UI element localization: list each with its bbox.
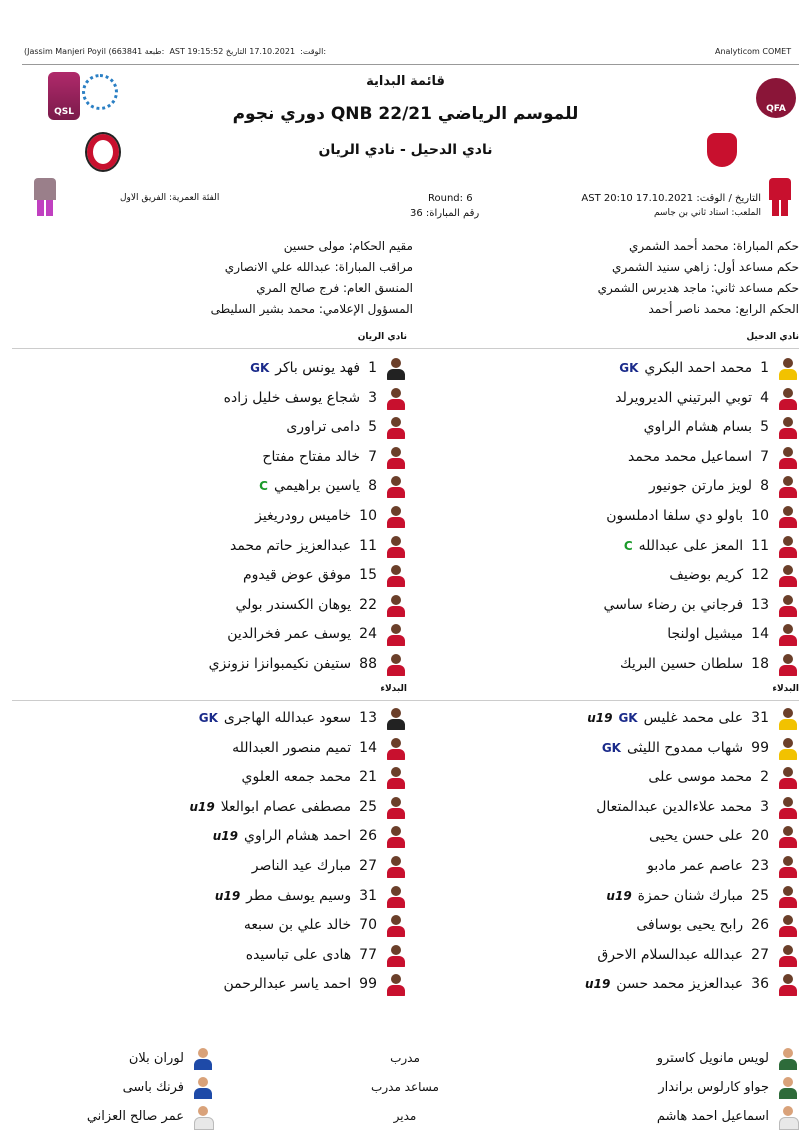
home-starter-row [603, 591, 799, 619]
captain-tag: C [259, 479, 268, 494]
subs-divider [12, 700, 799, 701]
away-starter-row [243, 561, 407, 589]
staff-photo [192, 1104, 214, 1128]
officials-left [211, 236, 413, 320]
away-sub-row [244, 911, 407, 939]
player-photo [385, 736, 407, 760]
home-staff-row [657, 1102, 799, 1130]
player-number: 7 [368, 448, 377, 465]
player-photo [777, 652, 799, 676]
player-photo [385, 474, 407, 498]
away-starter-row [209, 650, 407, 678]
referee: حكم المباراة: محمد أحمد الشمري [629, 239, 799, 253]
player-name: يوهان الكسندر بولي [235, 596, 352, 613]
player-number: 15 [359, 567, 377, 584]
goalkeeper-tag: GK [250, 361, 270, 375]
time-label: الوقت: [300, 47, 324, 56]
home-sub-row [648, 763, 799, 791]
player-photo [777, 534, 799, 558]
player-name: خاميس رودريغيز [255, 508, 352, 524]
home-staff-row [658, 1073, 799, 1101]
player-photo [385, 415, 407, 439]
u19-tag: u19 [587, 711, 613, 725]
away-kit-icon [34, 178, 56, 218]
player-photo [777, 563, 799, 587]
away-sub-row [199, 704, 407, 732]
home-sub-row [649, 822, 799, 850]
player-name: محمد جمعه العلوي [241, 769, 352, 786]
player-name: تميم منصور العبدالله [232, 739, 352, 756]
player-number: 20 [751, 828, 769, 845]
player-photo [777, 824, 799, 848]
player-photo [777, 913, 799, 937]
player-name: كريم بوضيف [669, 567, 744, 584]
date-label: التاريخ: [225, 47, 327, 56]
away-staff-row [24, 1102, 214, 1130]
staff-name: لويس مانويل كاسترو [656, 1050, 769, 1066]
player-number: 99 [751, 739, 769, 756]
player-name: رابح يحيى بوسافى [636, 917, 744, 934]
player-name: يوسف عمر فخرالدين [227, 626, 352, 643]
player-number: 1 [760, 360, 769, 376]
player-photo [385, 356, 407, 380]
player-number: 4 [760, 389, 769, 406]
staff-photo [192, 1075, 214, 1099]
away-sub-row [232, 734, 407, 762]
home-starter-row [649, 472, 799, 500]
player-photo [385, 593, 407, 617]
player-photo [777, 765, 799, 789]
player-number: 21 [359, 769, 377, 786]
player-name: بسام هشام الراوي [643, 419, 753, 436]
print-info [24, 47, 326, 56]
staff-photo [777, 1075, 799, 1099]
player-name: فهد يونس باكر [275, 360, 361, 376]
player-name: محمد علاءالدين عبدالمتعال [596, 798, 753, 815]
home-sub-row [606, 882, 799, 910]
player-name: توبي البرتيني الديرويرلد [615, 389, 753, 406]
player-photo [385, 854, 407, 878]
player-number: 36 [751, 976, 769, 993]
captain-tag: C [623, 538, 633, 553]
away-starter-row [235, 591, 407, 619]
away-staff-row [24, 1073, 214, 1101]
away-sub-row [215, 882, 407, 910]
player-photo [385, 652, 407, 676]
goalkeeper-tag: GK [601, 740, 621, 755]
player-number: 10 [359, 508, 377, 524]
player-photo [777, 415, 799, 439]
away-staff-row [24, 1044, 214, 1072]
player-photo [385, 765, 407, 789]
player-number: 31 [359, 887, 377, 904]
player-number: 3 [760, 798, 769, 815]
player-name: المعز على عبدالله [638, 537, 744, 554]
goalkeeper-tag: GK [618, 711, 638, 725]
player-number: 25 [359, 798, 377, 815]
player-photo [385, 943, 407, 967]
match-title: نادي الدحيل - نادي الريان [318, 142, 493, 158]
away-starter-row [255, 502, 407, 530]
player-number: 3 [368, 389, 377, 406]
player-number: 13 [751, 596, 769, 613]
player-number: 18 [751, 656, 769, 672]
player-name: عبدالله عبدالسلام الاحرق [597, 946, 744, 963]
u19-tag: u19 [606, 888, 632, 903]
match-datetime: التاريخ / الوقت: AST 20:10 17.10.2021 [581, 193, 761, 204]
staff-role: مدرب [390, 1051, 420, 1065]
away-starter-row [224, 384, 407, 412]
player-number: 23 [751, 858, 769, 874]
player-number: 14 [359, 739, 377, 756]
player-name: خالد مفتاح مفتاح [262, 448, 361, 465]
assistant-referee-2: حكم مساعد ثاني: ماجد هديرس الشمري [597, 281, 799, 295]
player-photo [777, 854, 799, 878]
away-sub-row [213, 822, 407, 850]
goalkeeper-tag: GK [619, 361, 639, 375]
home-kit-icon [769, 178, 791, 218]
away-starter-row [262, 443, 407, 471]
player-photo [385, 884, 407, 908]
player-photo [385, 504, 407, 528]
player-name: اسماعيل محمد محمد [628, 448, 753, 465]
header-divider [22, 64, 799, 65]
away-starter-row [286, 413, 407, 441]
player-number: 5 [760, 419, 769, 436]
player-photo [777, 622, 799, 646]
home-starter-row [615, 384, 799, 412]
player-number: 99 [359, 976, 377, 993]
player-number: 5 [368, 419, 377, 436]
player-photo [385, 972, 407, 996]
player-name: محمد احمد البكري [644, 360, 753, 376]
home-sub-row [636, 911, 799, 939]
player-number: 77 [359, 946, 377, 963]
staff-role: مساعد مدرب [371, 1080, 439, 1094]
u19-tag: u19 [212, 829, 238, 844]
player-number: 8 [368, 478, 377, 495]
match-round: Round: 6 [428, 193, 473, 204]
home-sub-row [585, 970, 799, 998]
player-number: 11 [359, 537, 377, 554]
player-name: مصطفى عصام ابوالعلا [220, 798, 352, 815]
player-number: 10 [751, 508, 769, 524]
player-photo [385, 824, 407, 848]
away-starter-row [259, 472, 407, 500]
player-name: سلطان حسين البريك [620, 656, 744, 672]
player-name: دامى تراورى [286, 419, 361, 436]
match-venue: الملعب: استاد ثاني بن جاسم [653, 208, 761, 218]
player-photo [385, 795, 407, 819]
u19-tag: u19 [585, 977, 611, 992]
player-photo [777, 445, 799, 469]
player-photo [385, 622, 407, 646]
sheet-title: قائمة البداية [366, 74, 445, 89]
player-photo [385, 534, 407, 558]
player-name: احمد هشام الراوي [243, 828, 352, 845]
player-number: 1 [368, 360, 377, 376]
staff-photo [777, 1104, 799, 1128]
player-name: عبدالعزيز حاتم محمد [229, 537, 352, 554]
player-photo [777, 943, 799, 967]
away-starter-row [250, 354, 407, 382]
player-name: مبارك عيد الناصر [251, 858, 352, 874]
referee-assessor: مقيم الحكام: مولى حسين [283, 239, 413, 253]
player-photo [777, 593, 799, 617]
player-number: 25 [751, 887, 769, 904]
player-photo [385, 563, 407, 587]
player-photo [385, 386, 407, 410]
away-team-header: نادي الريان [357, 332, 407, 342]
print-label: طبعة: [144, 47, 165, 56]
player-name: ياسين براهيمي [273, 478, 361, 495]
player-photo [777, 972, 799, 996]
player-name: عاصم عمر مادبو [647, 858, 744, 874]
home-sub-row [587, 704, 799, 732]
goalkeeper-tag: GK [198, 711, 218, 725]
player-number: 8 [760, 478, 769, 495]
player-name: احمد ياسر عبدالرحمن [223, 976, 352, 993]
brand-label: Analyticom COMET [715, 47, 792, 56]
player-name: على محمد غليس [643, 710, 744, 726]
player-photo [385, 706, 407, 730]
away-subs-header: البدلاء [380, 684, 407, 694]
home-starter-row [624, 532, 799, 560]
staff-name: لوران بلان [128, 1050, 184, 1066]
league-title: دوري نجوم QNB للموسم الرياضي 22/21 [232, 104, 579, 124]
staff-role: مدير [393, 1109, 417, 1123]
qfa-logo: QFA [756, 78, 796, 118]
home-starter-row [606, 502, 799, 530]
player-photo [385, 913, 407, 937]
player-name: هادى على تباسيده [245, 946, 352, 963]
home-starter-row [644, 413, 799, 441]
player-number: 11 [751, 537, 769, 554]
age-category: الفئة العمرية: الفريق الاول [120, 193, 220, 203]
home-team-header: نادي الدحيل [746, 332, 799, 342]
player-number: 12 [751, 567, 769, 584]
home-sub-row [647, 852, 799, 880]
player-photo [777, 474, 799, 498]
player-name: ستيفن نكيمبوانزا نزونزي [208, 656, 352, 672]
player-name: على حسن يحيى [648, 828, 744, 845]
home-sub-row [602, 734, 799, 762]
player-photo [777, 795, 799, 819]
print-time: AST 19:15:52 [169, 47, 224, 56]
player-number: 13 [359, 710, 377, 726]
player-name: لويز مارتن جونيور [648, 478, 753, 495]
player-number: 31 [751, 710, 769, 726]
player-photo [777, 884, 799, 908]
home-starter-row [620, 650, 799, 678]
match-number: رقم المباراة: 36 [410, 208, 480, 219]
home-subs-header: البدلاء [772, 684, 799, 694]
player-number: 14 [751, 626, 769, 643]
player-number: 26 [359, 828, 377, 845]
home-starter-row [619, 354, 799, 382]
player-number: 24 [359, 626, 377, 643]
away-sub-row [242, 763, 407, 791]
player-photo [777, 386, 799, 410]
player-name: شجاع يوسف خليل زاده [223, 389, 361, 406]
player-photo [777, 356, 799, 380]
player-name: موفق عوض قيدوم [242, 567, 352, 584]
away-sub-row [189, 793, 407, 821]
staff-name: اسماعيل احمد هاشم [656, 1108, 769, 1124]
player-number: 7 [760, 448, 769, 465]
player-photo [777, 706, 799, 730]
qsl-logo: QSL [48, 72, 80, 120]
player-name: وسيم يوسف مطر [246, 887, 352, 904]
print-date: 17.10.2021 [249, 47, 296, 56]
player-name: محمد موسى على [648, 769, 753, 786]
away-starter-row [227, 620, 407, 648]
player-name: ميشيل اولنجا [667, 626, 744, 643]
media-officer: المسؤول الإعلامي: محمد بشير السليطى [210, 302, 413, 316]
player-name: فرجاني بن رضاء ساسي [603, 596, 744, 613]
player-name: مبارك شنان حمزة [637, 887, 744, 904]
home-staff-row [657, 1044, 799, 1072]
away-sub-row [252, 852, 407, 880]
player-name: عبدالعزيز محمد حسن [616, 976, 744, 993]
player-number: 2 [760, 769, 769, 786]
player-name: خالد علي بن سبعه [243, 917, 352, 934]
officials-right [598, 236, 799, 320]
assistant-referee-1: حكم مساعد أول: زاهي سنيد الشمري [612, 260, 799, 274]
player-name: باولو دي سلفا ادملسون [606, 508, 744, 524]
home-starter-row [669, 561, 799, 589]
home-sub-row [597, 941, 799, 969]
player-number: 26 [751, 917, 769, 934]
fourth-official: الحكم الرابع: محمد ناصر أحمد [648, 302, 799, 316]
general-coordinator: المنسق العام: فرج صالح المري [256, 281, 413, 295]
player-number: 27 [359, 858, 377, 874]
player-number: 27 [751, 946, 769, 963]
staff-photo [192, 1046, 214, 1070]
staff-name: عمر صالح العزاني [86, 1108, 184, 1124]
u19-tag: u19 [189, 799, 215, 814]
home-starter-row [667, 620, 799, 648]
home-sub-row [596, 793, 799, 821]
away-sub-row [246, 941, 407, 969]
player-name: سعود عبدالله الهاجرى [223, 710, 352, 726]
player-number: 88 [359, 656, 377, 672]
staff-photo [777, 1046, 799, 1070]
match-commissioner: مراقب المباراة: عبدالله علي الانصاري [224, 260, 413, 274]
away-starter-row [230, 532, 407, 560]
player-number: 22 [359, 596, 377, 613]
player-name: شهاب ممدوح الليثى [626, 739, 744, 756]
away-sub-row [223, 970, 407, 998]
player-photo [777, 736, 799, 760]
u19-tag: u19 [214, 888, 241, 903]
player-photo [777, 504, 799, 528]
player-photo [385, 445, 407, 469]
staff-name: جواو كارلوس براندار [658, 1079, 769, 1095]
printed-by: (Jassim Manjeri Poyil (663841 [24, 47, 143, 56]
home-starter-row [628, 443, 799, 471]
player-number: 70 [359, 917, 377, 934]
staff-name: فرنك باسى [122, 1079, 184, 1095]
starters-divider [12, 348, 799, 349]
